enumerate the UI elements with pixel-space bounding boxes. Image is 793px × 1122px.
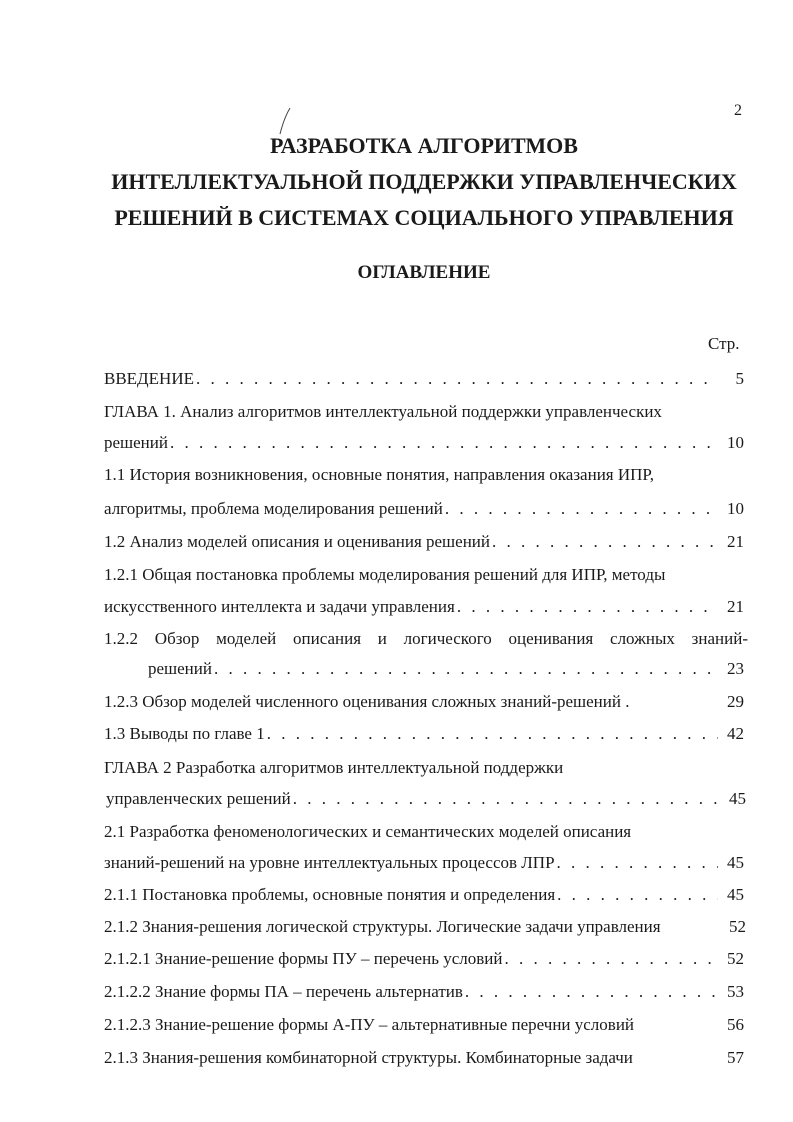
toc-entry[interactable]: 1.2.2 Обзор моделей описания и логического оценивания сложных знаний- <box>104 629 748 648</box>
toc-entry[interactable]: решений . . . 10 <box>104 430 772 456</box>
toc-entry[interactable]: 1.2.3 Обзор моделей численного оценивания сложных знаний-решений . 29 <box>104 692 744 711</box>
toc-entry[interactable]: управленческих решений . . . 45 <box>106 786 774 812</box>
title-line-1: РАЗРАБОТКА АЛГОРИТМОВ <box>270 133 578 158</box>
toc-entry[interactable]: ВВЕДЕНИЕ . . . 5 <box>104 366 772 392</box>
toc-entry[interactable]: 2.1.2.1 Знание-решение формы ПУ – перечень условий . . . 52 <box>104 946 772 972</box>
title-line-2: ИНТЕЛЛЕКТУАЛЬНОЙ ПОДДЕРЖКИ УПРАВЛЕНЧЕСКИХ <box>111 169 737 194</box>
title-line-3: РЕШЕНИЙ В СИСТЕМАХ СОЦИАЛЬНОГО УПРАВЛЕНИЯ <box>114 205 734 230</box>
toc-entry[interactable]: 2.1.2 Знания-решения логической структуры. Логические задачи управления 52 <box>104 917 746 936</box>
toc-heading: ОГЛАВЛЕНИЕ <box>357 262 491 283</box>
toc-entry[interactable]: 2.1.2.2 Знание формы ПА – перечень альтернатив . . . 53 <box>104 979 772 1005</box>
toc-entry[interactable]: 2.1 Разработка феноменологических и семантических моделей описания <box>104 822 632 841</box>
toc-entry[interactable]: 1.2 Анализ моделей описания и оценивания решений . . . 21 <box>104 529 772 555</box>
page-number: 2 <box>734 102 742 119</box>
toc-entry[interactable]: ГЛАВА 1. Анализ алгоритмов интеллектуальной поддержки управленческих <box>104 402 662 421</box>
toc-entry[interactable]: 1.1 История возникновения, основные понятия, направления оказания ИПР, <box>104 465 654 484</box>
toc-entry[interactable]: алгоритмы, проблема моделирования решений . . . 10 <box>104 496 772 522</box>
toc-entry[interactable]: ГЛАВА 2 Разработка алгоритмов интеллектуальной поддержки <box>104 758 564 777</box>
toc-entry[interactable]: знаний-решений на уровне интеллектуальных процессов ЛПР . . . 45 <box>104 850 772 876</box>
toc-entry[interactable]: искусственного интеллекта и задачи управления . . . 21 <box>104 594 772 620</box>
toc-entry[interactable]: 2.1.3 Знания-решения комбинаторной структуры. Комбинаторные задачи 57 <box>104 1048 744 1067</box>
toc-entry[interactable]: 2.1.2.3 Знание-решение формы А-ПУ – альтернативные перечни условий 56 <box>104 1015 744 1034</box>
page-column-label: Стр. <box>708 334 740 353</box>
toc-entry[interactable]: 1.3 Выводы по главе 1 . . . 42 <box>104 721 772 747</box>
toc-entry[interactable]: 2.1.1 Постановка проблемы, основные понятия и определения . . . 45 <box>104 882 772 908</box>
toc-entry[interactable]: 1.2.1 Общая постановка проблемы моделирования решений для ИПР, методы <box>104 565 666 584</box>
toc-entry[interactable]: решений . . . 23 <box>148 656 772 682</box>
